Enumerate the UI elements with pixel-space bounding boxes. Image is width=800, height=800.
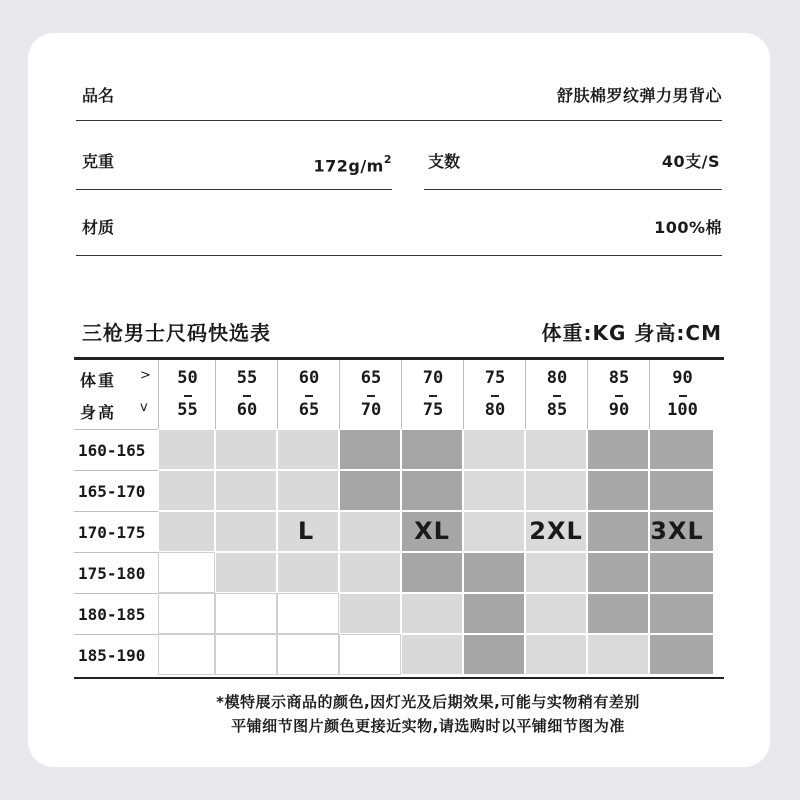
weight-column-header xyxy=(158,360,216,429)
weight-to: 100 xyxy=(667,400,698,420)
size-cell xyxy=(401,429,463,470)
size-cell xyxy=(277,552,339,593)
table-bottom-rule xyxy=(74,677,724,679)
divider xyxy=(424,189,722,190)
size-cell xyxy=(277,593,339,634)
count-label: 支数 xyxy=(428,152,461,171)
disclaimer-line-1: *模特展示商品的颜色,因灯光及后期效果,可能与实物稍有差别 xyxy=(216,693,640,711)
size-cell xyxy=(339,593,401,634)
divider xyxy=(76,189,392,190)
size-cell xyxy=(339,552,401,593)
size-cell xyxy=(401,593,463,634)
size-cell xyxy=(277,429,339,470)
divider xyxy=(76,120,722,121)
weight-column-header xyxy=(215,360,278,429)
size-cell xyxy=(215,593,277,634)
units-note: 体重:KG 身高:CM xyxy=(541,321,722,345)
spec-card xyxy=(28,33,770,767)
size-cell xyxy=(587,634,649,675)
range-dash xyxy=(679,395,687,397)
size-cell xyxy=(649,552,714,593)
weight-column-header xyxy=(401,360,464,429)
weight-to: 80 xyxy=(484,400,506,420)
weight-to: 90 xyxy=(608,400,630,420)
material-value: 100%棉 xyxy=(654,218,722,237)
size-chart-title: 三枪男士尺码快选表 xyxy=(82,321,271,345)
size-cell xyxy=(525,552,587,593)
range-dash xyxy=(184,395,192,397)
size-cell xyxy=(401,470,463,511)
size-cell xyxy=(525,429,587,470)
size-cell xyxy=(463,552,525,593)
size-cell xyxy=(277,634,339,675)
height-row-label: 160-165 xyxy=(74,429,158,471)
arrow-down-icon: v xyxy=(140,400,150,415)
size-cell xyxy=(158,470,215,511)
weight-to: 65 xyxy=(298,400,320,420)
height-row-label: 180-185 xyxy=(74,593,158,635)
height-row-label: 185-190 xyxy=(74,634,158,676)
range-dash xyxy=(615,395,623,397)
size-cell xyxy=(587,593,649,634)
range-dash xyxy=(367,395,375,397)
product-name-value: 舒肤棉罗纹弹力男背心 xyxy=(556,86,722,105)
size-cell xyxy=(339,429,401,470)
size-cell xyxy=(649,634,714,675)
weight-from: 75 xyxy=(484,368,506,388)
disclaimer-line-2: 平铺细节图片颜色更接近实物,请选购时以平铺细节图为准 xyxy=(231,717,625,735)
range-dash xyxy=(243,395,251,397)
size-cell xyxy=(215,470,277,511)
size-cell xyxy=(525,593,587,634)
range-dash xyxy=(553,395,561,397)
size-cell xyxy=(463,634,525,675)
count-row xyxy=(428,151,720,173)
size-cell xyxy=(401,552,463,593)
table-corner-header xyxy=(74,360,158,429)
divider xyxy=(76,255,722,256)
arrow-right-icon: > xyxy=(140,368,153,383)
material-label: 材质 xyxy=(82,218,115,237)
size-cell xyxy=(215,634,277,675)
weight-column-header xyxy=(587,360,650,429)
product-name-label: 品名 xyxy=(82,86,115,105)
size-cell xyxy=(215,429,277,470)
weight-from: 85 xyxy=(608,368,630,388)
weight-value: $172g/m^2$ xyxy=(313,153,392,176)
size-cell xyxy=(463,429,525,470)
weight-to: 85 xyxy=(546,400,568,420)
size-cell xyxy=(158,593,215,634)
size-cell xyxy=(525,470,587,511)
weight-from: 55 xyxy=(236,368,258,388)
size-cell xyxy=(649,429,714,470)
weight-from: 90 xyxy=(672,368,693,388)
height-row-label: 165-170 xyxy=(74,470,158,512)
size-cell xyxy=(158,552,215,593)
weight-from: 65 xyxy=(360,368,382,388)
weight-column-header xyxy=(649,360,715,429)
height-row-label: 175-180 xyxy=(74,552,158,594)
range-dash xyxy=(305,395,313,397)
size-cell xyxy=(158,634,215,675)
weight-to: 55 xyxy=(177,400,198,420)
weight-to: 70 xyxy=(360,400,382,420)
size-cell xyxy=(525,634,587,675)
size-cell xyxy=(158,511,215,552)
size-cell xyxy=(463,470,525,511)
corner-height-label: 身高 v xyxy=(80,400,150,422)
weight-column-header xyxy=(525,360,588,429)
size-cell xyxy=(339,470,401,511)
size-cell xyxy=(649,470,714,511)
weight-from: 80 xyxy=(546,368,568,388)
size-cell xyxy=(463,593,525,634)
weight-column-header xyxy=(277,360,340,429)
count-value: 40支/S xyxy=(661,152,720,171)
weight-from: 70 xyxy=(422,368,444,388)
weight-row xyxy=(82,151,392,176)
weight-to: 75 xyxy=(422,400,444,420)
size-cell xyxy=(215,552,277,593)
weight-column-header xyxy=(463,360,526,429)
size-cell xyxy=(339,634,401,675)
size-label-3xl: 3XL xyxy=(650,517,704,545)
weight-to: 60 xyxy=(236,400,258,420)
size-label-l: L xyxy=(297,517,315,545)
range-dash xyxy=(491,395,499,397)
weight-from: 50 xyxy=(177,368,198,388)
size-chart-table xyxy=(74,357,724,679)
range-dash xyxy=(429,395,437,397)
size-label-2xl: 2XL xyxy=(529,517,583,545)
size-cell xyxy=(587,470,649,511)
size-cell xyxy=(277,470,339,511)
size-cell xyxy=(587,429,649,470)
weight-label: 克重 xyxy=(82,152,115,171)
product-name-row xyxy=(82,85,722,107)
size-cell xyxy=(649,593,714,634)
height-row-label: 170-175 xyxy=(74,511,158,553)
size-cell xyxy=(401,634,463,675)
size-label-xl: XL xyxy=(414,517,450,545)
weight-from: 60 xyxy=(298,368,320,388)
size-cell xyxy=(158,429,215,470)
weight-column-header xyxy=(339,360,402,429)
corner-weight-label: 体重 > xyxy=(80,368,153,390)
size-cell xyxy=(587,552,649,593)
material-row xyxy=(82,217,722,239)
